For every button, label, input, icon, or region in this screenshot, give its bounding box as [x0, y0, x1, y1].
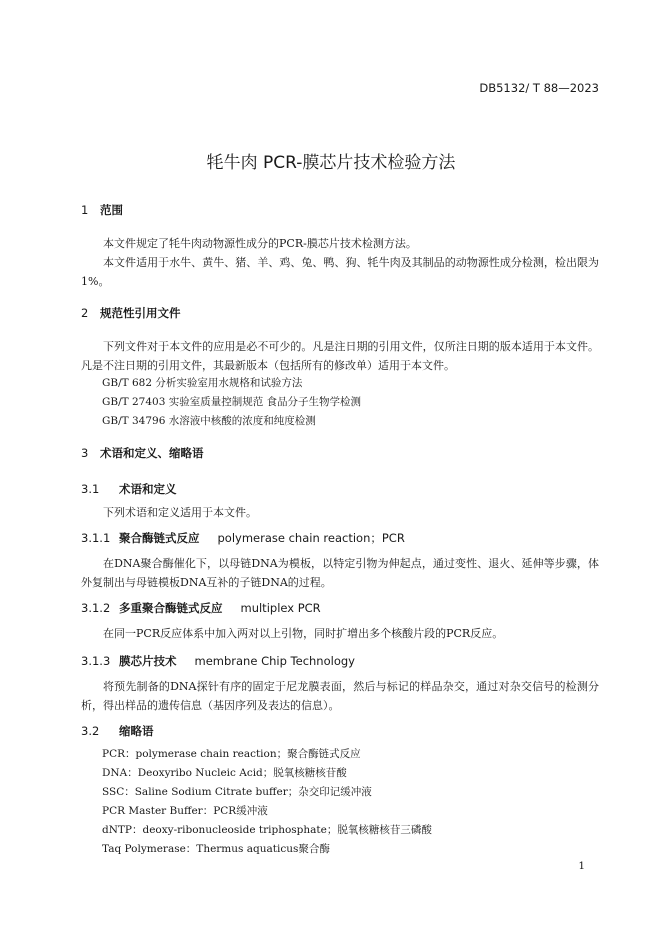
paragraph: 下列文件对于本文件的应用是必不可少的。凡是注日期的引用文件，仅所注日期的版本适用于本文件。凡是不注日期的引用文件，其最新版本（包括所有的修改单）适用于本文件。 [81, 340, 599, 372]
abbreviation-item: DNA：Deoxyribo Nucleic Acid；脱氧核糖核苷酸 [102, 767, 347, 779]
section-3-1-heading [81, 481, 177, 497]
section-number: 3.1.2 [81, 601, 111, 615]
term-english: polymerase chain reaction；PCR [217, 531, 405, 545]
paragraph: 本文件规定了牦牛肉动物源性成分的PCR-膜芯片技术检测方法。 [103, 237, 417, 250]
section-title: 规范性引用文件 [100, 306, 181, 320]
section-title: 术语和定义 [119, 482, 177, 496]
section-number: 3.2 [81, 724, 100, 738]
term-title: 膜芯片技术 [119, 654, 177, 668]
section-number: 3.1.1 [81, 531, 111, 545]
paragraph: 下列术语和定义适用于本文件。 [103, 506, 257, 519]
section-1-heading [81, 202, 123, 218]
section-number: 3 [81, 446, 89, 460]
term-title: 聚合酶链式反应 [119, 531, 200, 545]
term-title: 多重聚合酶链式反应 [119, 601, 223, 615]
paragraph: 本文件适用于水牛、黄牛、猪、羊、鸡、兔、鸭、狗、牦牛肉及其制品的动物源性成分检测，检出限为1%。 [81, 256, 599, 288]
reference-item: GB/T 27403 实验室质量控制规范 食品分子生物学检测 [102, 396, 362, 408]
paragraph: 在DNA聚合酶催化下，以母链DNA为模板，以特定引物为伸起点，通过变性、退火、延伸等步骤，体外复制出与母链模板DNA互补的子链DNA的过程。 [81, 557, 599, 589]
section-number: 1 [81, 203, 89, 217]
section-3-2-heading [81, 723, 154, 739]
section-number: 3.1.3 [81, 654, 111, 668]
section-2-heading [81, 305, 181, 321]
section-title: 术语和定义、缩略语 [100, 446, 204, 460]
paragraph: 将预先制备的DNA探针有序的固定于尼龙膜表面，然后与标记的样品杂交，通过对杂交信号的检测分析，得出样品的遗传信息（基因序列及表达的信息）。 [81, 680, 599, 712]
abbreviation-item: dNTP：deoxy-ribonucleoside triphosphate；脱氧核糖核苷三磷酸 [102, 824, 432, 836]
abbreviation-item: Taq Polymerase：Thermus aquaticus聚合酶 [102, 843, 330, 855]
reference-item: GB/T 682 分析实验室用水规格和试验方法 [102, 377, 303, 389]
section-3-heading [81, 445, 204, 461]
section-title: 范围 [100, 203, 123, 217]
term-3-1-3-heading [81, 653, 355, 669]
abbreviation-item: PCR Master Buffer：PCR缓冲液 [102, 805, 268, 817]
paragraph: 在同一PCR反应体系中加入两对以上引物，同时扩增出多个核酸片段的PCR反应。 [103, 627, 504, 640]
section-number: 3.1 [81, 482, 100, 496]
section-title: 缩略语 [119, 724, 154, 738]
reference-item: GB/T 34796 水溶液中核酸的浓度和纯度检测 [102, 415, 316, 427]
page-number: 1 [578, 860, 585, 872]
section-number: 2 [81, 306, 89, 320]
abbreviation-item: SSC：Saline Sodium Citrate buffer；杂交印记缓冲液 [102, 786, 372, 798]
term-english: multiplex PCR [240, 601, 321, 615]
document-title: 牦牛肉 PCR-膜芯片技术检验方法 [206, 153, 456, 173]
term-3-1-1-heading [81, 530, 405, 546]
term-3-1-2-heading [81, 600, 321, 616]
abbreviation-item: PCR：polymerase chain reaction；聚合酶链式反应 [102, 748, 361, 760]
term-english: membrane Chip Technology [194, 654, 355, 668]
document-code: DB5132/ T 88—2023 [479, 81, 599, 95]
